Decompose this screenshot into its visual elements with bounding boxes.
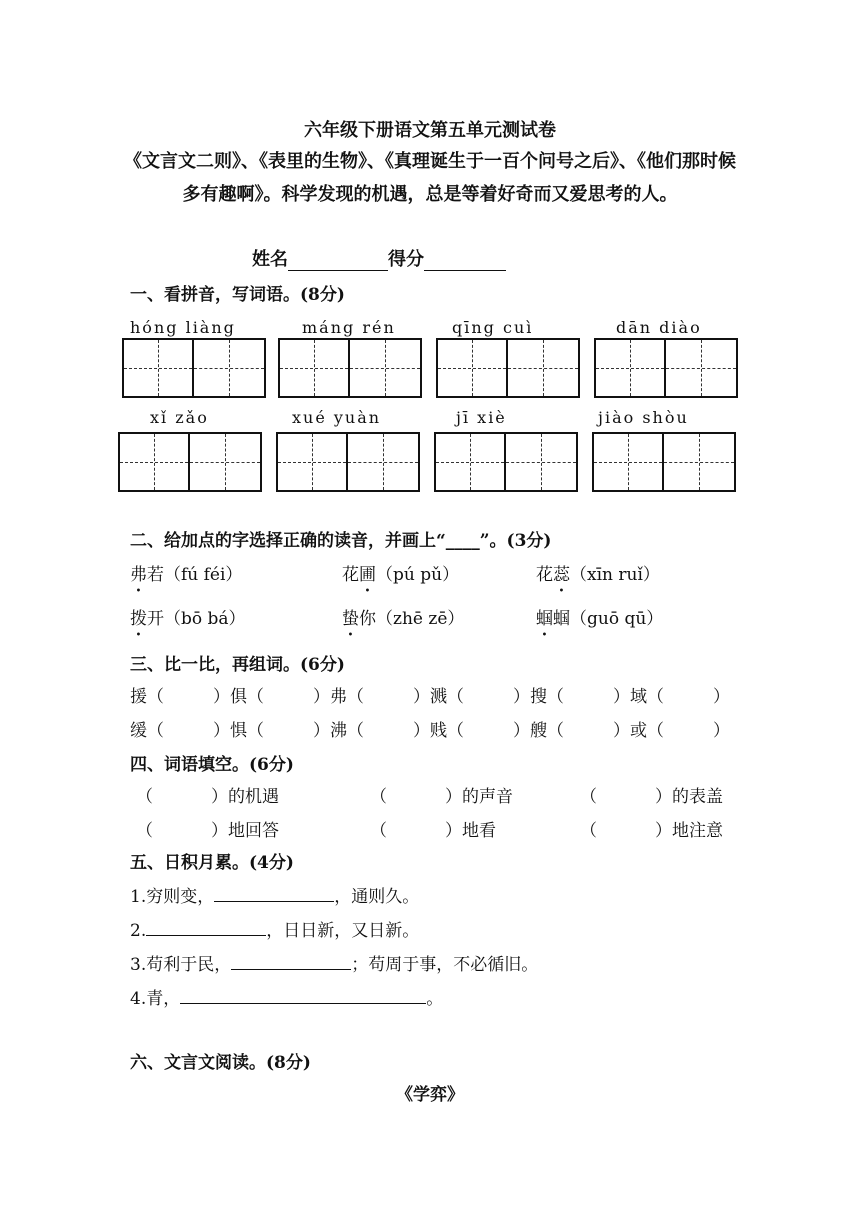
answer-blank[interactable] bbox=[214, 901, 334, 902]
name-label: 姓名 bbox=[252, 249, 288, 270]
fill-item: （ ）地回答 bbox=[136, 821, 279, 841]
section1-heading: 一、看拼音，写词语。(8分) bbox=[130, 285, 345, 305]
name-blank[interactable] bbox=[288, 270, 388, 271]
pinyin: jī xiè bbox=[456, 408, 507, 427]
recite-line: 1.穷则变， ，通则久。 bbox=[130, 887, 420, 907]
fill-item: （ ）的声音 bbox=[370, 787, 513, 807]
recite-line: 4.青， 。 bbox=[130, 989, 444, 1009]
score-label: 得分 bbox=[388, 249, 424, 270]
pinyin: qīng cuì bbox=[452, 318, 534, 337]
pinyin: jiào shòu bbox=[598, 408, 689, 427]
answer-blank[interactable] bbox=[180, 1003, 426, 1004]
reading-item: 拨开（bō bá） bbox=[130, 609, 246, 629]
section2-heading: 二、给加点的字选择正确的读音，并画上“____”。(3分) bbox=[130, 531, 552, 551]
recite-line: 3.苟利于民， ；苟周于事，不必循旧。 bbox=[130, 955, 539, 975]
recite-line: 2. ，日日新，又日新。 bbox=[130, 921, 420, 941]
writing-grid[interactable] bbox=[276, 432, 420, 492]
answer-blank[interactable] bbox=[146, 935, 266, 936]
section3-heading: 三、比一比，再组词。(6分) bbox=[130, 655, 345, 675]
writing-grid[interactable] bbox=[594, 338, 738, 398]
pinyin: xué yuàn bbox=[292, 408, 382, 427]
writing-grid[interactable] bbox=[118, 432, 262, 492]
passage-title: 《学弈》 bbox=[396, 1085, 464, 1105]
reading-item: 蛰你（zhē zē） bbox=[342, 609, 465, 629]
pinyin: máng rén bbox=[302, 318, 396, 337]
reading-item: 花蕊（xīn ruǐ） bbox=[536, 565, 660, 585]
section6-heading: 六、文言文阅读。(8分) bbox=[130, 1053, 311, 1073]
section5-heading: 五、日积月累。(4分) bbox=[130, 853, 294, 873]
fill-item: （ ）的表盖 bbox=[580, 787, 723, 807]
reading-item: 弗若（fú féi） bbox=[130, 565, 243, 585]
writing-grid[interactable] bbox=[278, 338, 422, 398]
name-score-line bbox=[252, 245, 506, 271]
fill-item: （ ）的机遇 bbox=[136, 787, 279, 807]
pinyin: xǐ zǎo bbox=[150, 408, 209, 427]
page-title: 六年级下册语文第五单元测试卷 bbox=[304, 120, 556, 141]
writing-grid[interactable] bbox=[592, 432, 736, 492]
fill-item: （ ）地注意 bbox=[580, 821, 723, 841]
pinyin: hóng liàng bbox=[130, 318, 236, 337]
answer-blank[interactable] bbox=[231, 969, 351, 970]
fill-item: （ ）地看 bbox=[370, 821, 496, 841]
reading-item: 蝈蝈（guō qū） bbox=[536, 609, 664, 629]
score-blank[interactable] bbox=[424, 270, 506, 271]
intro-text: 《文言文二则》、《表里的生物》、《真理诞生于一百个问号之后》、《他们那时候多有趣啊》。科学发现的机遇，总是等着好奇而又爱思考的人。 bbox=[124, 151, 736, 205]
pinyin: dān diào bbox=[616, 318, 702, 337]
compare-row: 援（ ）俱（ ）弗（ ）溅（ ）搜（ ）域（ ） bbox=[130, 687, 730, 707]
writing-grid[interactable] bbox=[434, 432, 578, 492]
compare-row: 缓（ ）惧（ ）沸（ ）贱（ ）艘（ ）或（ ） bbox=[130, 721, 730, 741]
writing-grid[interactable] bbox=[436, 338, 580, 398]
writing-grid[interactable] bbox=[122, 338, 266, 398]
section4-heading: 四、词语填空。(6分) bbox=[130, 755, 294, 775]
reading-item: 花圃（pú pǔ） bbox=[342, 565, 460, 585]
